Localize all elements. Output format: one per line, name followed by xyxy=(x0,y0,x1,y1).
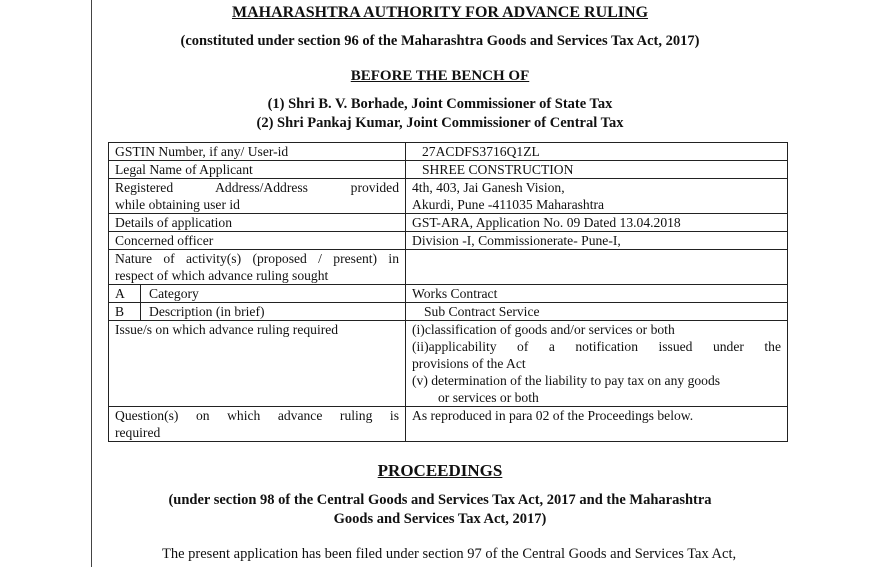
address-value-line-2: Akurdi, Pune -411035 Maharashtra xyxy=(412,197,605,212)
question-value: As reproduced in para 02 of the Proceedings below. xyxy=(406,407,788,442)
category-value: Works Contract xyxy=(406,285,788,303)
table-row xyxy=(109,232,788,250)
address-label-line-2: while obtaining user id xyxy=(115,197,240,212)
applicant-info-table xyxy=(108,142,788,442)
proceedings-subtitle-2: Goods and Services Tax Act, 2017) xyxy=(333,511,547,527)
category-label: Category xyxy=(149,286,199,301)
issue-2-line-2: provisions of the Act xyxy=(412,356,526,371)
issue-2-line-1: (ii)applicability of a notification issued under the xyxy=(412,339,781,354)
constituted-line: (constituted under section 96 of the Maharashtra Goods and Services Tax Act, 2017) xyxy=(180,33,700,49)
details-label: Details of application xyxy=(109,214,406,232)
issues-value xyxy=(406,321,788,407)
nature-label-line-1: Nature of activity(s) (proposed / present) in xyxy=(115,251,399,266)
issue-1: (i)classification of goods and/or services or both xyxy=(412,322,675,337)
nature-value xyxy=(406,250,788,285)
table-row xyxy=(109,303,788,321)
nature-label xyxy=(109,250,406,285)
question-label-line-2: required xyxy=(115,425,161,440)
description-label: Description (in brief) xyxy=(149,304,265,319)
issues-label: Issue/s on which advance ruling required xyxy=(109,321,406,407)
address-label-line-1: Registered Address/Address provided xyxy=(115,180,399,195)
applicant-name-value: SHREE CONSTRUCTION xyxy=(406,161,788,179)
proceedings-title: PROCEEDINGS xyxy=(377,461,503,480)
proceedings-subtitle-1: (under section 98 of the Central Goods and Services Tax Act, 2017 and the Maharashtra xyxy=(168,492,712,508)
officer-value: Division -I, Commissionerate- Pune-I, xyxy=(406,232,788,250)
applicant-name-label: Legal Name of Applicant xyxy=(109,161,406,179)
table-row xyxy=(109,250,788,285)
gstin-label: GSTIN Number, if any/ User-id xyxy=(109,143,406,161)
table-row xyxy=(109,321,788,407)
gstin-value: 27ACDFS3716Q1ZL xyxy=(406,143,788,161)
address-label xyxy=(109,179,406,214)
question-label xyxy=(109,407,406,442)
officer-label: Concerned officer xyxy=(109,232,406,250)
table-row xyxy=(109,143,788,161)
description-letter: B xyxy=(109,303,141,320)
table-row xyxy=(109,179,788,214)
table-row xyxy=(109,285,788,303)
bench-member-1: (1) Shri B. V. Borhade, Joint Commissioner of State Tax xyxy=(267,96,613,112)
page-left-border xyxy=(91,0,92,567)
table-row xyxy=(109,407,788,442)
proceedings-paragraph: The present application has been filed under section 97 of the Central Goods and Services Tax Act, xyxy=(162,546,737,562)
category-letter: A xyxy=(109,285,141,302)
details-value: GST-ARA, Application No. 09 Dated 13.04.2018 xyxy=(406,214,788,232)
table-row xyxy=(109,161,788,179)
nature-label-line-2: respect of which advance ruling sought xyxy=(115,268,329,283)
address-value-line-1: 4th, 403, Jai Ganesh Vision, xyxy=(412,180,565,195)
bench-title: BEFORE THE BENCH OF xyxy=(350,68,530,84)
description-cell xyxy=(109,303,406,321)
bench-member-2: (2) Shri Pankaj Kumar, Joint Commissioner of Central Tax xyxy=(256,115,624,131)
authority-title: MAHARASHTRA AUTHORITY FOR ADVANCE RULING xyxy=(231,4,649,21)
issue-3-line-2: or services or both xyxy=(438,390,539,405)
table-row xyxy=(109,214,788,232)
issue-3-line-1: (v) determination of the liability to pay tax on any goods xyxy=(412,373,721,388)
category-cell xyxy=(109,285,406,303)
address-value xyxy=(406,179,788,214)
question-label-line-1: Question(s) on which advance ruling is xyxy=(115,408,399,423)
description-value: Sub Contract Service xyxy=(406,303,788,321)
